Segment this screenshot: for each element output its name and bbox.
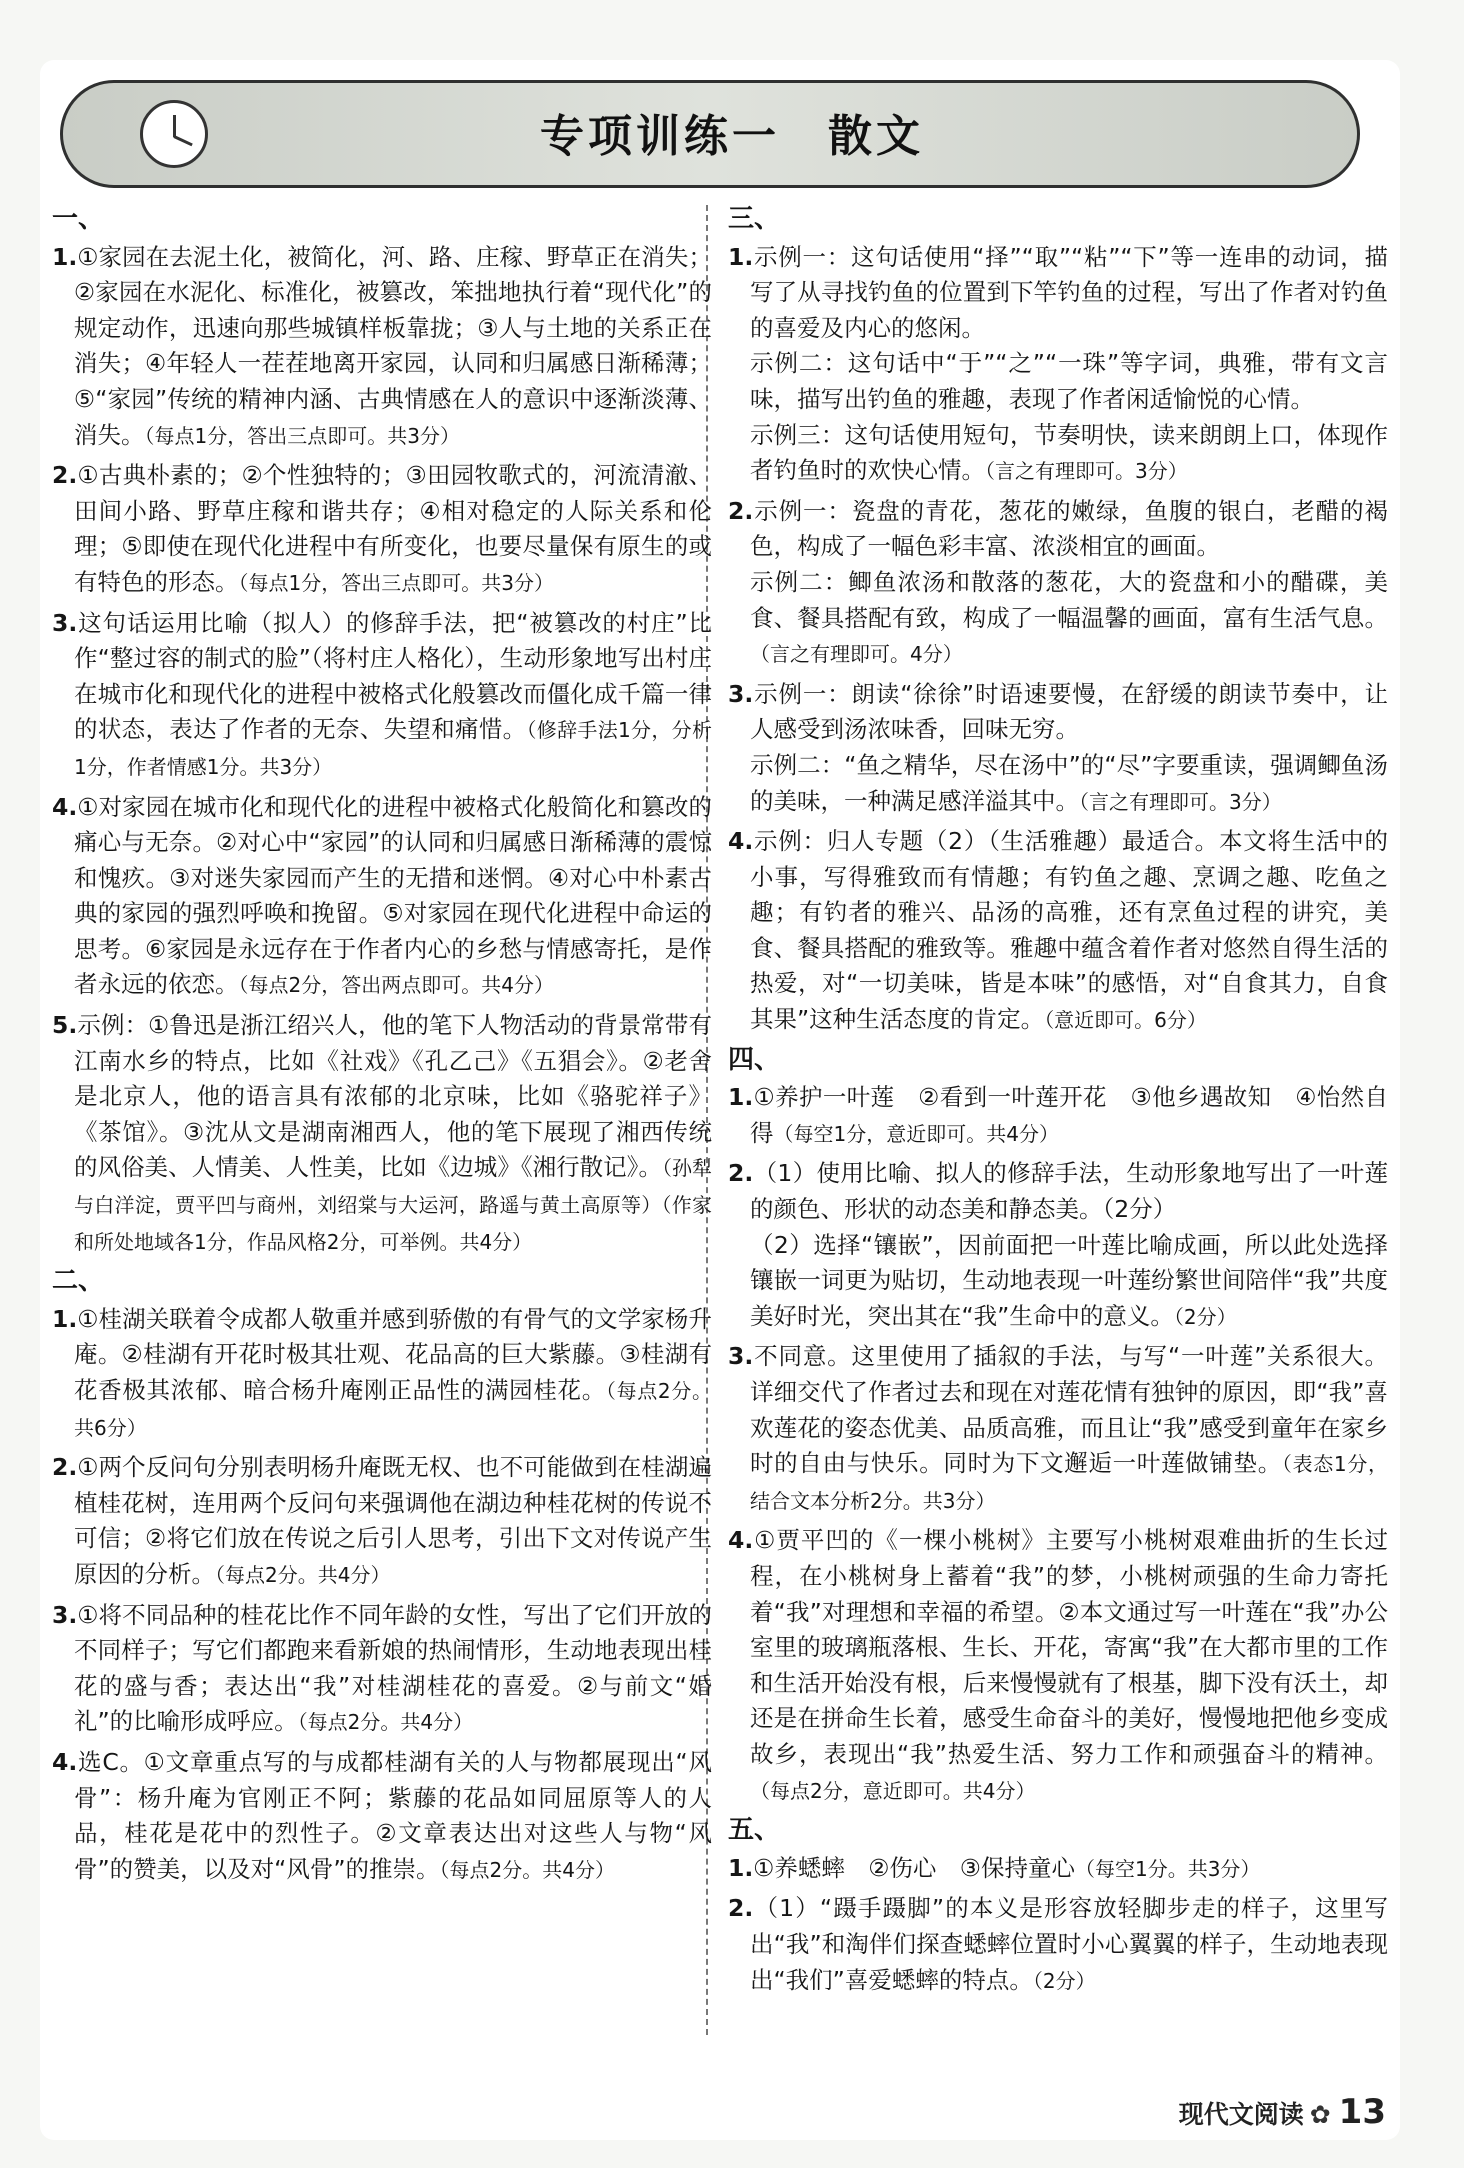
- scoring-note: （每点2分。共4分）: [297, 1710, 474, 1735]
- answer-text: 示例：归人专题（2）（生活雅趣）最适合。本文将生活中的小事，写得雅致而有情趣；有钓鱼之趣、烹调之趣、吃鱼之趣；有钓者的雅兴、品汤的高雅，还有烹鱼过程的讲究，美食、餐具搭配的雅致等。雅趣中蕴含着作者对悠然自得生活的热爱，对“一切美味，皆是本味”的感悟，对“自食其力，自食其果”这种生活态度的肯定。: [750, 827, 1388, 1034]
- scoring-note: （每点1分，答出三点即可。共3分）: [238, 570, 554, 595]
- scoring-note: （孙犁与白洋淀，贾平凹与商州，刘绍棠与大运河，路遥与黄土高原等）（作家和所处地域各1分，作品风格2分，可举例。共4分）: [74, 1156, 713, 1254]
- answer-item: [728, 677, 1388, 820]
- answer-item: [52, 1450, 712, 1593]
- answer-number: 1.: [728, 1853, 754, 1882]
- scoring-note: （每空1分，意近即可。共4分）: [773, 1121, 1059, 1146]
- answer-item: [728, 1523, 1388, 1809]
- answer-item: [728, 824, 1388, 1039]
- answer-text: （1）“蹑手蹑脚”的本义是形容放轻脚步走的样子，这里写出“我”和淘伴们探查蟋蟀位置时小心翼翼的样子，生动地表现出“我们”喜爱蟋蟀的特点。: [750, 1894, 1388, 1994]
- answer-number: 2.: [728, 1159, 754, 1188]
- answer-number: 4.: [52, 1747, 78, 1776]
- scoring-note: （言之有理即可。3分）: [1079, 789, 1282, 814]
- answer-text: ①养护一叶莲 ②看到一叶莲开花 ③他乡遇故知 ④怡然自得: [750, 1083, 1388, 1147]
- answer-text: ①桂湖关联着令成都人敬重并感到骄傲的有骨气的文学家杨升庵。②桂湖有开花时极其壮观、花品高的巨大紫藤。③桂湖有花香极其浓郁、暗合杨升庵刚正品性的满园桂花。: [74, 1304, 712, 1404]
- answer-text: （1）使用比喻、拟人的修辞手法，生动形象地写出了一叶莲的颜色、形状的动态美和静态美。（2分） （2）选择“镶嵌”，因前面把一叶莲比喻成画，所以此处选择镶嵌一词更为贴切，生动地表现一叶莲纷繁世间陪伴“我”共度美好时光，突出其在“我”生命中的意义。: [750, 1159, 1388, 1330]
- scoring-note: （每点1分，答出三点即可。共3分）: [144, 423, 460, 448]
- scoring-note: （每点2分，答出两点即可。共4分）: [238, 973, 554, 998]
- right-column: [728, 200, 1388, 2003]
- answer-text: ①两个反问句分别表明杨升庵既无权、也不可能做到在桂湖遍植桂花树，连用两个反问句来强调他在湖边种桂花树的传说不可信；②将它们放在传说之后引人思考，引出下文对传说产生原因的分析。: [74, 1453, 712, 1588]
- scoring-note: （言之有理即可。3分）: [985, 459, 1188, 484]
- section-heading: 四、: [728, 1044, 781, 1075]
- page-number: 13: [1338, 2092, 1386, 2132]
- answer-number: 2.: [728, 496, 754, 525]
- flower-icon: ✿: [1309, 2100, 1331, 2129]
- scoring-note: （每点2分。共6分）: [74, 1379, 712, 1440]
- answer-item: [52, 1598, 712, 1741]
- answer-number: 4.: [52, 792, 78, 821]
- answer-text: ①养蟋蟀 ②伤心 ③保持童心: [753, 1853, 1075, 1882]
- page-title: 专项训练一 散文: [540, 111, 924, 162]
- section-heading: 三、: [728, 204, 781, 234]
- section-heading: 五、: [728, 1815, 781, 1846]
- answer-number: 1.: [728, 242, 754, 271]
- answer-text: 不同意。这里使用了插叙的手法，与写“一叶莲”关系很大。详细交代了作者过去和现在对莲花情有独钟的原因，即“我”喜欢莲花的姿态优美、品质高雅，而且让“我”感受到童年在家乡时的自由与快乐。同时为下文邂逅一叶莲做铺垫。: [750, 1342, 1388, 1478]
- answer-item: [728, 240, 1388, 490]
- answer-text: 这句话运用比喻（拟人）的修辞手法，把“被篡改的村庄”比作“整过容的制式的脸”（将村庄人格化），生动形象地写出村庄在城市化和现代化的进程中被格式化般篡改而僵化成千篇一律的状态，表达了作者的无奈、失望和痛惜。: [74, 608, 712, 744]
- answer-item: [728, 1339, 1388, 1519]
- answer-number: 4.: [728, 1526, 754, 1555]
- answer-number: 1.: [728, 1083, 754, 1112]
- answer-number: 2.: [728, 1894, 754, 1923]
- answer-number: 2.: [52, 1453, 78, 1482]
- scoring-note: （表态1分，结合文本分析2分。共3分）: [750, 1452, 1388, 1513]
- answer-number: 5.: [52, 1011, 78, 1040]
- page-footer: [1179, 2092, 1386, 2132]
- answer-item: [728, 1156, 1388, 1335]
- answer-text: 示例一：朗读“徐徐”时语速要慢，在舒缓的朗读节奏中，让人感受到汤浓味香，回味无穷。 示例二：“鱼之精华，尽在汤中”的“尽”字要重读，强调鲫鱼汤的美味，一种满足感洋溢其中。: [750, 679, 1388, 815]
- scoring-note: （修辞手法1分，分析1分，作者情感1分。共3分）: [74, 718, 712, 779]
- scoring-note: （意近即可。6分）: [1044, 1008, 1207, 1033]
- scoring-note: （每点2分。共4分）: [439, 1857, 615, 1882]
- scoring-note: （每点2分，意近即可。共4分）: [750, 1778, 1036, 1803]
- section-heading: 一、: [52, 204, 105, 234]
- answer-number: 3.: [52, 1600, 78, 1629]
- answer-item: [52, 1008, 712, 1260]
- answer-number: 1.: [52, 1304, 78, 1333]
- answer-text: ①将不同品种的桂花比作不同年龄的女性，写出了它们开放的不同样子；写它们都跑来看新娘的热闹情形，生动地表现出桂花的盛与香；表达出“我”对桂湖桂花的喜爱。②与前文“婚礼”的比喻形成呼应。: [74, 1600, 712, 1736]
- answer-text: 选C。①文章重点写的与成都桂湖有关的人与物都展现出“风骨”：杨升庵为官刚正不阿；紫藤的花品如同屈原等人的人品，桂花是花中的烈性子。②文章表达出对这些人与物“风骨”的赞美，以及对“风骨”的推崇。: [74, 1747, 712, 1883]
- answer-item: [52, 458, 712, 601]
- answer-text: 示例一：这句话使用“择”“取”“粘”“下”等一连串的动词，描写了从寻找钓鱼的位置到下竿钓鱼的过程，写出了作者对钓鱼的喜爱及内心的悠闲。 示例二：这句话中“于”“之”“一珠”等字词，典雅，带有文言味，描写出钓鱼的雅趣，表现了作者闲适愉悦的心情。 示例三：这句话使用短句，节奏明快，读来朗朗上口，体现作者钓鱼时的欢快心情。: [750, 242, 1388, 485]
- answer-text: ①贾平凹的《一棵小桃树》主要写小桃树艰难曲折的生长过程，在小桃树身上蓄着“我”的梦，小桃树顽强的生命力寄托着“我”对理想和幸福的希望。②本文通过写一叶莲在“我”办公室里的玻璃瓶落根、生长、开花，寄寓“我”在大都市里的工作和生活开始没有根，后来慢慢就有了根基，脚下没有沃土，却还是在拼命生长着，感受生命奋斗的美好，慢慢地把他乡变成故乡，表现出“我”热爱生活、努力工作和顽强奋斗的精神。: [750, 1526, 1388, 1768]
- scoring-note: （言之有理即可。4分）: [750, 642, 963, 667]
- answer-number: 1.: [52, 242, 78, 271]
- footer-label: 现代文阅读: [1178, 2100, 1304, 2129]
- answer-item: [728, 1851, 1388, 1888]
- scoring-note: （2分）: [1173, 1304, 1237, 1329]
- answer-number: 2.: [52, 461, 78, 490]
- answer-item: [728, 1891, 1388, 1999]
- section-heading: 二、: [52, 1266, 105, 1297]
- scoring-note: （2分）: [1032, 1968, 1096, 1993]
- answer-number: 4.: [728, 827, 754, 856]
- answer-text: ①古典朴素的；②个性独特的；③田园牧歌式的，河流清澈、田间小路、野草庄稼和谐共存；④相对稳定的人际关系和伦理；⑤即使在现代化进程中有所变化，也要尽量保有原生的或有特色的形态。: [74, 461, 712, 596]
- answer-text: ①对家园在城市化和现代化的进程中被格式化般简化和篡改的痛心与无奈。②对心中“家园”的认同和归属感日渐稀薄的震惊和愧疚。③对迷失家园而产生的无措和迷惘。④对心中朴素古典的家园的强烈呼唤和挽留。⑤对家园在现代化进程中命运的思考。⑥家园是永远存在于作者内心的乡愁与情感寄托，是作者永远的依恋。: [74, 792, 712, 999]
- scoring-note: （每点2分。共4分）: [215, 1562, 391, 1587]
- answer-item: [52, 790, 712, 1005]
- answer-number: 3.: [728, 679, 754, 708]
- answer-text: 示例一：瓷盘的青花，葱花的嫩绿，鱼腹的银白，老醋的褐色，构成了一幅色彩丰富、浓淡相宜的画面。 示例二：鲫鱼浓汤和散落的葱花，大的瓷盘和小的醋碟，美食、餐具搭配有致，构成了一幅温馨的画面，富有生活气息。: [750, 496, 1388, 632]
- answer-item: [52, 606, 712, 786]
- answer-item: [52, 1745, 712, 1888]
- answer-item: [52, 1302, 712, 1446]
- answer-text: ①家园在去泥土化，被简化，河、路、庄稼、野草正在消失；②家园在水泥化、标准化，被篡改，笨拙地执行着“现代化”的规定动作，迅速向那些城镇样板靠拢；③人与土地的关系正在消失；④年轻人一茬茬地离开家园，认同和归属感日渐稀薄；⑤“家园”传统的精神内涵、古典情感在人的意识中逐渐淡薄、消失。: [74, 242, 712, 449]
- answer-item: [52, 240, 712, 455]
- answer-text: 示例：①鲁迅是浙江绍兴人，他的笔下人物活动的背景常带有江南水乡的特点，比如《社戏》《孔乙己》《五猖会》。②老舍是北京人，他的语言具有浓郁的北京味，比如《骆驼祥子》《茶馆》。③沈从文是湖南湘西人，他的笔下展现了湘西传统的风俗美、人情美、人性美，比如《边城》《湘行散记》。: [74, 1011, 712, 1182]
- left-column: [52, 200, 712, 1892]
- answer-number: 3.: [728, 1342, 754, 1371]
- answer-item: [728, 494, 1388, 673]
- answer-number: 3.: [52, 608, 78, 637]
- scoring-note: （每空1分。共3分）: [1074, 1856, 1261, 1881]
- answer-item: [728, 1080, 1388, 1152]
